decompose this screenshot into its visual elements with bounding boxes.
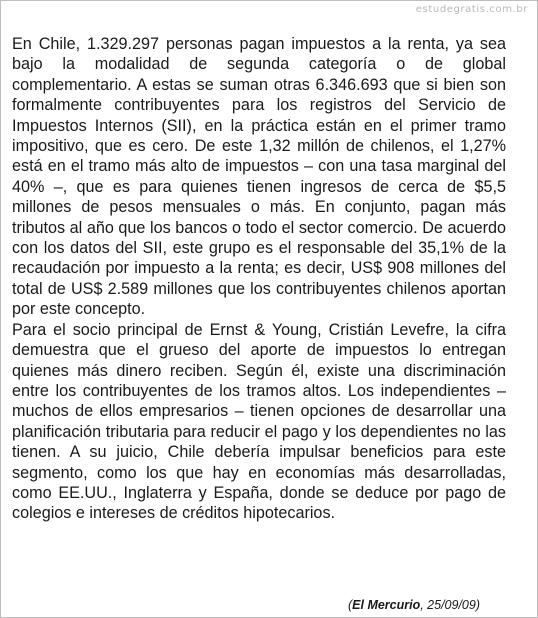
watermark: estudegratis.com.br	[415, 4, 528, 15]
source-publication: El Mercurio	[352, 598, 421, 612]
source-open-paren: (	[347, 598, 353, 612]
source-citation	[348, 598, 480, 612]
article-body	[12, 34, 506, 524]
paragraph-1: En Chile, 1.329.297 personas pagan impuestos a la renta, ya sea bajo la modalidad de segunda categoría o de global complementario. A estas se suman otras 6.346.693 que si bien son formalmente contribuyentes para los registros del Servicio de Impuestos Internos (SII), en la práctica están en el primer tramo impositivo, que es cero. De este 1,32 millón de chilenos, el 1,27% está en el tramo más alto de impuestos – con una tasa marginal del 40% –, que es para quienes tienen ingresos de cerca de $5,5 millones de pesos mensuales o más. En conjunto, pagan más tributos al año que los bancos o todo el sector comercio. De acuerdo con los datos del SII, este grupo es el responsable del 35,1% de la recaudación por impuesto a la renta; es decir, US$ 908 millones del total de US$ 2.589 millones que los contribuyentes chilenos aportan por este concepto.	[12, 35, 506, 319]
paragraph-2: Para el socio principal de Ernst & Young, Cristián Levefre, la cifra demuestra que el grueso del aporte de impuestos lo entregan quienes más dinero reciben. Según él, existe una discriminación entre los contribuyentes de los tramos altos. Los independientes – muchos de ellos empresarios – tienen opciones de desarrollar una planificación tributaria para reducir el pago y los dependientes no las tienen. A su juicio, Chile debería impulsar beneficios para este segmento, como los que hay en economías más desarrolladas, como EE.UU., Inglaterra y España, donde se deduce por pago de colegios e intereses de créditos hipotecarios.	[12, 320, 506, 523]
source-date: , 25/09/09)	[420, 598, 480, 612]
